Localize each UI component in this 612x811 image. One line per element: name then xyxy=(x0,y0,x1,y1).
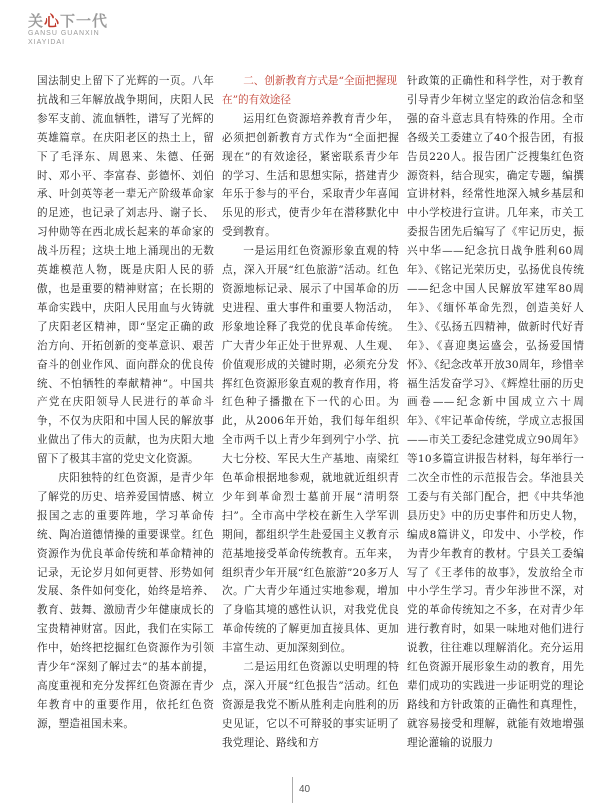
article-column-2 xyxy=(222,72,399,753)
section-heading: 二、创新教育方式是“全面把握现在”的有效途径 xyxy=(222,75,397,106)
page-number: 40 xyxy=(299,784,311,795)
masthead-pinyin-line1: GANSU GUANXIN xyxy=(28,30,100,37)
masthead-brand-prefix: 关 xyxy=(28,12,45,30)
footer-divider xyxy=(292,777,293,803)
paragraph: 运用红色资源培养教育青少年，必须把创新教育方式作为“全面把握现在”的有效途径，紧密联系青少年的学习、生活和思想实际，搭建青少年乐于参与的平台，采取青少年喜闻乐见的形式，使青少年在潜移默化中受到教育。 xyxy=(222,112,399,239)
article-column-3 xyxy=(407,72,584,753)
magazine-masthead xyxy=(28,10,188,56)
masthead-title xyxy=(28,10,108,31)
masthead-brand-suffix: 下一代 xyxy=(60,12,109,30)
masthead-brand-accent: 心 xyxy=(44,12,61,30)
paragraph: 一是运用红色资源形象直观的特点，深入开展“红色旅游”活动。红色资源地标记录、展示了中国革命的历史进程、重大事件和重要人物活动，形象地诠释了我党的优良革命传统。广大青少年正处于世界观、人生观、价值观形成的关键时期，必须充分发挥红色资源形象直观的教育作用，将红色种子播撒在下一代的心田。为此，从2006年开始，我们每年组织全市两千以上青少年到列宁小学、抗大七分校、军民大生产基地、南梁红色革命根据地参观，就地就近组织青少年到革命烈士墓前开展“清明祭扫”。全市高中学校在新生入学军训期间，都组织学生赴爱国主义教育示范基地接受革命传统教育。五年来，组织青少年开展“红色旅游”20多万人次。广大青少年通过实地参观，增加了身临其境的感性认识，对我党优良革命传统的了解更加直接具体、更加丰富生动、更加深刻到位。 xyxy=(222,245,399,655)
paragraph: 针政策的正确性和科学性，对于教育引导青少年树立坚定的政治信念和坚强的奋斗意志具有特殊的作用。全市各级关工委建立了40个报告团，有报告员220人。报告团广泛搜集红色资源资料，结合现实，确定专题，编撰宣讲材料，经常性地深入城乡基层和中小学校进行宣讲。几年来，市关工委报告团先后编写了《牢记历史，振兴中华——纪念抗日战争胜利60周年》、《铭记光荣历史，弘扬优良传统——纪念中国人民解放军建军80周年》、《缅怀革命先烈，创造美好人生》、《弘扬五四精神，做新时代好青年》、《喜迎奥运盛会，弘扬爱国情怀》、《纪念改革开放30周年，珍惜幸福生活发奋学习》、《辉煌壮丽的历史画卷——纪念新中国成立六十周年》、《牢记革命传统，学成立志报国——市关工委纪念建党成立90周年》等10多篇宣讲报告材料，每年举行一二次全市性的示范报告会。华池县关工委与有关部门配合，把《中共华池县历史》中的历史事件和历史人物，编成8篇讲义，印发中、小学校，作为青少年教育的教材。宁县关工委编写了《王孝伟的故事》，发放给全市中小学生学习。青少年涉世不深，对党的革命传统知之不多，在对青少年进行教育时，如果一味地对他们进行说教，往往难以理解消化。充分运用红色资源开展形象生动的教育，用先辈们成功的实践进一步证明党的理论路线和方针政策的正确性和真理性，就容易接受和理解，就能有效地增强理论灌输的说服力 xyxy=(407,75,584,749)
paragraph: 国法制史上留下了光辉的一页。八年抗战和三年解放战争期间，庆阳人民参军支前、流血牺牲，谱写了光辉的英雄篇章。在庆阳老区的热土上，留下了毛泽东、周恩来、朱德、任弼时、邓小平、李富春、彭德怀、刘伯承、叶剑英等老一辈无产阶级革命家的足迹，也记录了刘志丹、谢子长、习仲勋等在西北成长起来的革命家的战斗历程；这块土地上涌现出的无数英雄模范人物，既是庆阳人民的骄傲，也是重要的精神财富；在长期的革命实践中，庆阳人民用血与火铸就了庆阳老区精神，即“坚定正确的政治方向、开拓创新的变革意识、艰苦奋斗的创业作风、面向群众的优良传统、不怕牺牲的奉献精神”。中国共产党在庆阳领导人民进行的革命斗争，不仅为庆阳和中国人民的解放事业做出了伟大的贡献，也为庆阳大地留下了极其丰富的党史文化资源。 xyxy=(37,75,214,466)
paragraph: 庆阳独特的红色资源，是青少年了解党的历史、培养爱国情感、树立报国之志的重要阵地，学习革命传统、陶冶道德情操的重要课堂。红色资源作为优良革命传统和革命精神的记录，无论岁月如何更替、形势如何发展、条件如何变化，始终是培养、教育、鼓舞、激励青少年健康成长的宝贵精神财富。因此，我们在实际工作中，始终把挖掘红色资源作为引领青少年“深刻了解过去”的基本前提，高度重视和充分发挥红色资源在青少年教育中的重要作用，依托红色资源，塑造祖国未来。 xyxy=(37,472,214,730)
masthead-pinyin-line2: XIAYIDAI xyxy=(28,39,66,46)
paragraph: 二是运用红色资源以史明理的特点，深入开展“红色报告”活动。红色资源是我党不断从胜利走向胜利的历史见证，它以不可辩驳的事实证明了我党理论、路线和方 xyxy=(222,661,399,749)
masthead-pinyin xyxy=(28,29,100,47)
article-column-1 xyxy=(37,72,214,734)
